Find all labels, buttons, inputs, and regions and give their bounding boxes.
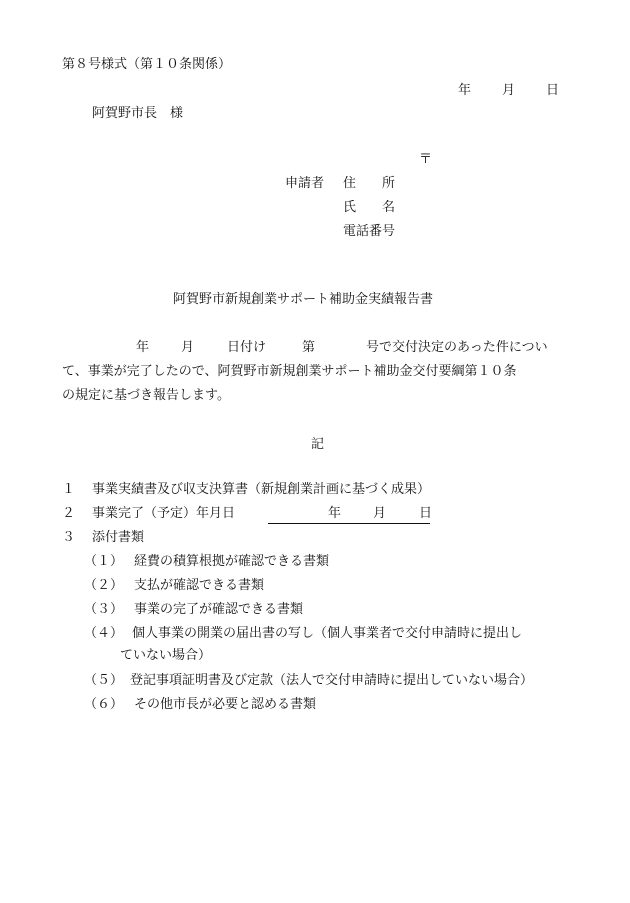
completion-month-label: 月 xyxy=(373,506,387,521)
item-2-number: ２ xyxy=(62,506,76,521)
body-dai-label: 第 xyxy=(302,340,316,355)
item-1-number: １ xyxy=(62,482,76,497)
completion-date-underline xyxy=(268,505,433,524)
attachment-3-text: 事業の完了が確認できる書類 xyxy=(134,602,304,617)
attachment-6-text: その他市長が必要と認める書類 xyxy=(134,697,317,712)
attachment-1-number: （１） xyxy=(84,554,124,569)
item-1-text: 事業実績書及び収支決算書（新規創業計画に基づく成果） xyxy=(92,482,431,497)
body-month-label: 月 xyxy=(181,340,195,355)
item-2-text: 事業完了（予定）年月日 xyxy=(92,506,236,521)
attachment-2-text: 支払が確認できる書類 xyxy=(134,578,265,593)
document-title: 阿賀野市新規創業サポート補助金実績報告書 xyxy=(173,292,434,307)
body-line3: の規定に基づき報告します。 xyxy=(62,388,230,403)
item-3-text: 添付書類 xyxy=(92,530,145,545)
applicant-label: 申請者 xyxy=(285,176,325,191)
attachment-4-text: 個人事業の開業の届出書の写し（個人事業者で交付申請時に提出し xyxy=(132,626,523,641)
attachment-6-number: （６） xyxy=(84,697,124,712)
body-date-label: 日付け xyxy=(227,340,267,355)
attachment-3-number: （３） xyxy=(84,602,124,617)
date-year-label: 年 xyxy=(458,83,472,98)
completion-year-label: 年 xyxy=(328,506,342,521)
phone-label: 電話番号 xyxy=(343,224,396,239)
attachment-5-text: 登記事項証明書及び定款（法人で交付申請時に提出していない場合） xyxy=(130,673,534,688)
address-label: 住 所 xyxy=(343,176,396,191)
ki-heading: 記 xyxy=(311,437,325,452)
postal-mark: 〒 xyxy=(419,152,433,167)
name-label: 氏 名 xyxy=(343,200,396,215)
item-3-number: ３ xyxy=(62,530,76,545)
date-month-label: 月 xyxy=(502,83,516,98)
completion-day-label: 日 xyxy=(419,506,433,521)
body-line1-rest: 号で交付決定のあった件につい xyxy=(366,340,548,355)
addressee: 阿賀野市長 様 xyxy=(92,106,184,121)
form-number: 第８号様式（第１０条関係） xyxy=(62,57,232,72)
attachment-4-continuation: ていない場合） xyxy=(120,648,212,663)
attachment-5-number: （５） xyxy=(84,673,124,688)
body-year-label: 年 xyxy=(136,340,150,355)
date-day-label: 日 xyxy=(546,83,560,98)
attachment-2-number: （２） xyxy=(84,578,124,593)
attachment-4-number: （４） xyxy=(84,626,124,641)
attachment-1-text: 経費の積算根拠が確認できる書類 xyxy=(134,554,330,569)
body-line2: て、事業が完了したので、阿賀野市新規創業サポート補助金交付要綱第１０条 xyxy=(62,364,517,379)
